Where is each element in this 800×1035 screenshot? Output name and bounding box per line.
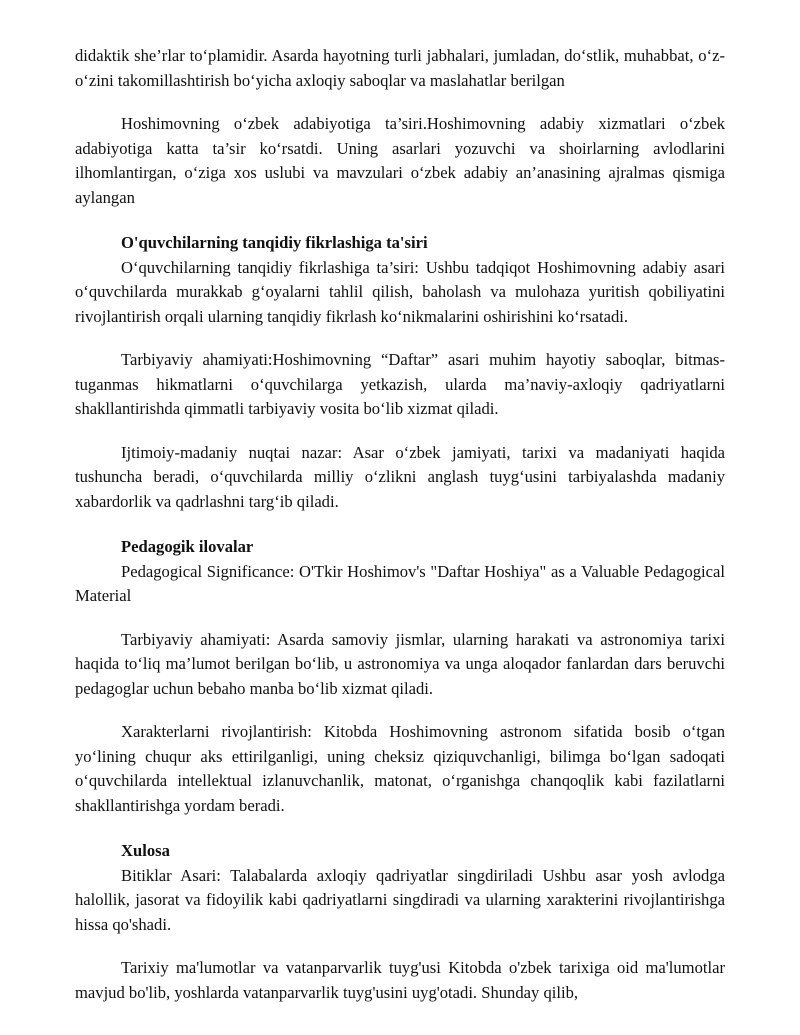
paragraph-sociocultural: Ijtimoiy-madaniy nuqtai nazar: Asar o‘zbek jamiyati, tarixi va madaniyati haqida tushuncha beradi, o‘quvchilarda milliy o‘zlikni anglash tuyg‘usini tarbiyalashda madaniy xabardorlik va qadrlashni targ‘ib qiladi.: [75, 442, 725, 511]
paragraph-pedagogical-significance: Pedagogical Significance: O'Tkir Hoshimov's "Daftar Hoshiya" as a Valuable Pedagogical Material: [75, 561, 725, 605]
document-page: [75, 44, 725, 1005]
paragraph-moral-values: Bitiklar Asari: Talabalarda axloqiy qadriyatlar singdiriladi Ushbu asar yosh avlodga halollik, jasorat va fidoyilik kabi qadriyatlarni singdiradi va ularning xarakterini rivojlantirishga hissa qo'shadi.: [75, 865, 725, 934]
paragraph-influence-on-literature: Hoshimovning o‘zbek adabiyotiga ta’siri.Hoshimovning adabiy xizmatlari o‘zbek adabiyotiga katta ta’sir ko‘rsatdi. Uning asarlari yozuvchi va shoirlarning avlodlarini ilhomlantirgan, o‘ziga xos uslubi va mavzulari o‘zbek adabiy an’anasining ajralmas qismiga aylangan: [75, 114, 725, 207]
paragraph-character-development: Xarakterlarni rivojlantirish: Kitobda Hoshimovning astronom sifatida bosib o‘tgan yo‘lining chuqur aks ettirilganligi, uning cheksiz qiziquvchanligi, bilimga bo‘lgan sadoqati o‘quvchilarda intellektual izlanuvchanlik, matonat, o‘rganishga chanqoqlik kabi fazilatlarni shakllantirishga yordam beradi.: [75, 722, 725, 815]
paragraph-astronomy-value: Tarbiyaviy ahamiyati: Asarda samoviy jismlar, ularning harakati va astronomiya tarixi haqida to‘liq ma’lumot berilgan bo‘lib, u astronomiya va unga aloqador fanlardan dars beruvchi pedagoglar uchun bebaho manba bo‘lib xizmat qiladi.: [75, 629, 725, 698]
section-heading-pedagogical: Pedagogik ilovalar: [121, 537, 254, 556]
section-heading-critical-thinking: O'quvchilarning tanqidiy fikrlashiga ta'siri: [121, 233, 428, 252]
paragraph-critical-thinking: O‘quvchilarning tanqidiy fikrlashiga ta’siri: Ushbu tadqiqot Hoshimovning adabiy asari o‘quvchilarda murakkab g‘oyalarni tahlil qilish, baholash va mulohaza yuritish qobiliyatini rivojlantirish orqali ularning tanqidiy fikrlash ko‘nikmalarini oshirishini ko‘rsatadi.: [75, 257, 725, 326]
paragraph-educational-value: Tarbiyaviy ahamiyati:Hoshimovning “Daftar” asari muhim hayotiy saboqlar, bitmas-tuganmas hikmatlarni o‘quvchilarga yetkazish, ularda ma’naviy-axloqiy qadriyatlarni shakllantirishda qimmatli tarbiyaviy vosita bo‘lib xizmat qiladi.: [75, 350, 725, 418]
paragraph-continuation: didaktik she’rlar to‘plamidir. Asarda hayotning turli jabhalari, jumladan, do‘stlik, muhabbat, o‘z-o‘zini takomillashtirish bo‘yicha axloqiy saboqlar va maslahatlar berilgan: [75, 46, 725, 90]
paragraph-patriotism: Tarixiy ma'lumotlar va vatanparvarlik tuyg'usi Kitobda o'zbek tarixiga oid ma'lumotlar mavjud bo'lib, yoshlarda vatanparvarlik tuyg'usini uyg'otadi. Shunday qilib,: [75, 958, 725, 1002]
section-heading-conclusion: Xulosa: [121, 841, 170, 860]
